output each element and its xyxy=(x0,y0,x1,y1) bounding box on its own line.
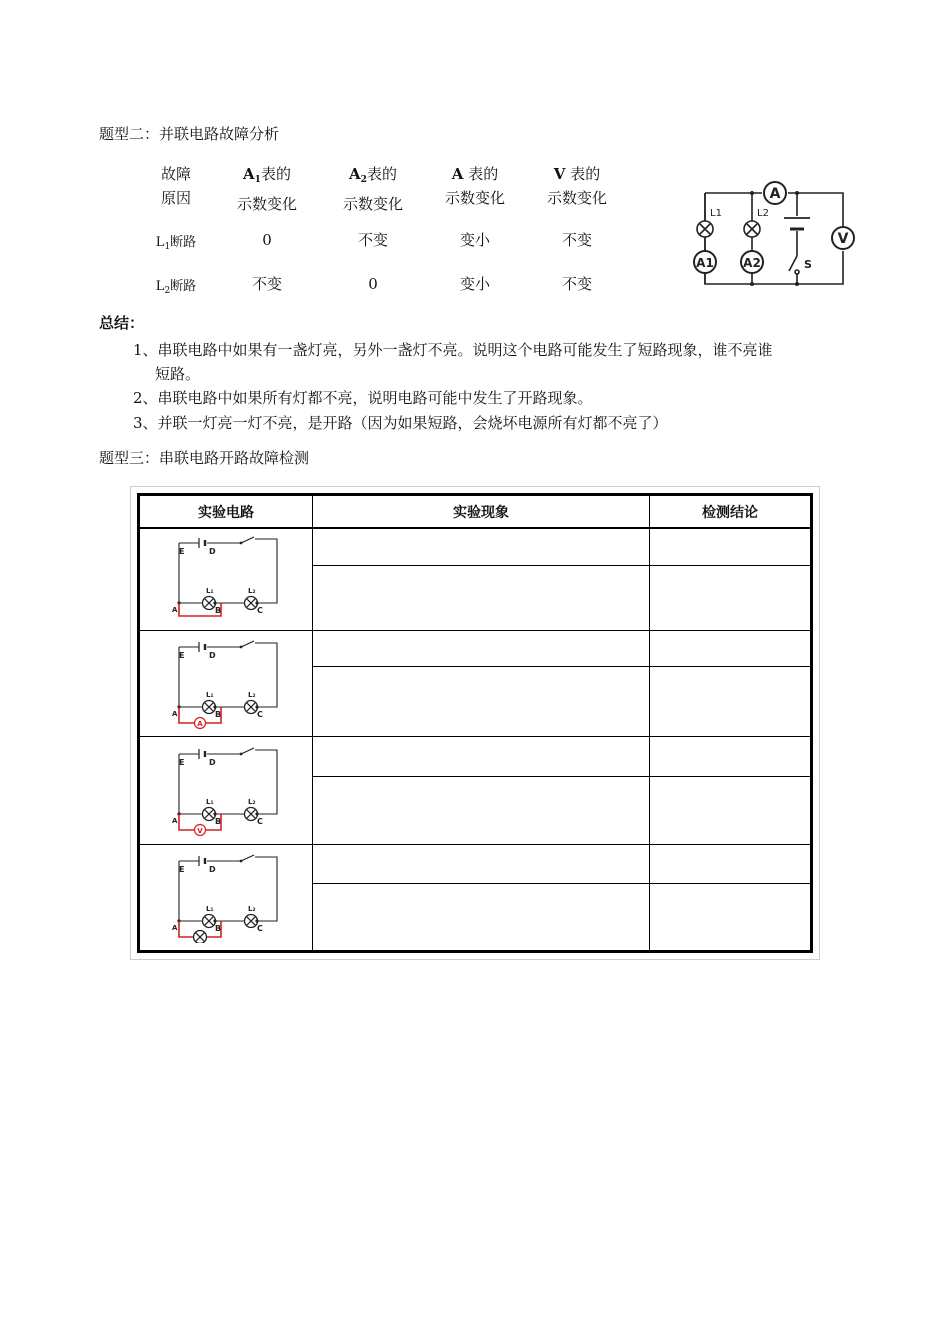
switch-blade xyxy=(241,641,254,647)
junction-dot xyxy=(255,812,258,815)
lamp-l2-label: L₂ xyxy=(248,691,256,699)
node-label-b: B xyxy=(215,924,222,933)
junction-dot xyxy=(255,705,258,708)
series-circuit-lamp xyxy=(165,851,287,943)
header-text: 示数变化 xyxy=(342,195,403,213)
junction-dot xyxy=(213,602,216,605)
col-header-conclusion: 检测结论 xyxy=(650,495,812,529)
lamp-l1-label: L1 xyxy=(710,208,722,219)
meter-a-label: A xyxy=(769,186,781,202)
col-header-phenomenon: 实验现象 xyxy=(313,495,650,529)
node-label-c: C xyxy=(257,606,263,616)
row-l2-a1-value: 不变 xyxy=(251,275,282,293)
header-text: 原因 xyxy=(160,189,191,207)
lamp-l2-label: L₂ xyxy=(248,587,256,596)
junction-dot xyxy=(255,919,258,922)
summary-item-2: 2、串联电路中如果所有灯都不亮，说明电路可能中发生了开路现象。 xyxy=(133,389,593,407)
circuit-wire xyxy=(179,539,277,603)
lamp-l1-label: L₁ xyxy=(206,691,214,699)
header-a xyxy=(430,162,520,210)
header-text: 表的 xyxy=(463,165,499,183)
header-text: 示数变化 xyxy=(444,189,505,207)
row-l2-open-label xyxy=(140,275,212,303)
circuit-cell-voltmeter xyxy=(139,736,313,844)
meter-subscript: 1 xyxy=(254,175,261,185)
switch-pivot xyxy=(240,646,243,649)
series-circuit-voltmeter xyxy=(165,744,287,836)
header-text: 表的 xyxy=(260,165,291,183)
switch-blade xyxy=(241,748,254,754)
meter-a2-label: A2 xyxy=(743,256,761,270)
conclusion-cell xyxy=(650,883,812,951)
meter-subscript: 2 xyxy=(360,175,367,185)
header-v xyxy=(532,162,622,210)
lamp-l2-label: L₂ xyxy=(248,905,256,913)
conclusion-cell xyxy=(650,844,812,883)
phenomenon-cell xyxy=(313,736,650,776)
circuit-cell-lamp xyxy=(139,844,313,951)
header-fault-cause xyxy=(140,162,212,210)
conclusion-cell xyxy=(650,565,812,630)
switch-pivot xyxy=(240,542,243,545)
switch-blade xyxy=(241,537,254,543)
summary-item-1: 1、串联电路中如果有一盏灯亮，另外一盏灯不亮。说明这个电路可能发生了短路现象，谁不亮谁 xyxy=(133,341,773,359)
voltmeter-label: V xyxy=(197,826,203,835)
meter-a1-label: A1 xyxy=(696,256,714,270)
lamp-symbol: L xyxy=(155,279,165,294)
header-text: 示数变化 xyxy=(236,195,297,213)
node-label-c: C xyxy=(257,817,263,826)
experiment-table xyxy=(137,493,813,953)
phenomenon-cell xyxy=(313,776,650,844)
header-a1 xyxy=(222,162,312,216)
phenomenon-cell xyxy=(313,565,650,630)
row-l1-v-value: 不变 xyxy=(561,231,592,249)
switch-pivot xyxy=(240,860,243,863)
node-label-a: A xyxy=(172,924,178,932)
node-label-d: D xyxy=(209,865,216,874)
col-header-circuit: 实验电路 xyxy=(139,495,313,529)
conclusion-cell xyxy=(650,666,812,736)
lamp-subscript: 1 xyxy=(164,242,171,252)
row-l1-a2-value: 不变 xyxy=(357,231,388,249)
lamp-l1-label: L₁ xyxy=(206,798,214,806)
conclusion-cell xyxy=(650,630,812,666)
conclusion-cell xyxy=(650,736,812,776)
lamp-symbol: L xyxy=(155,235,165,250)
node-label-e: E xyxy=(179,758,185,767)
series-circuit-ammeter xyxy=(165,637,287,729)
row-l2-a2-value: 0 xyxy=(368,275,378,293)
header-a2 xyxy=(328,162,418,216)
node-label-a: A xyxy=(172,606,178,615)
node-label-c: C xyxy=(257,710,263,719)
node-label-b: B xyxy=(215,710,222,719)
section3-title: 题型三：串联电路开路故障检测 xyxy=(99,449,310,467)
junction-dot xyxy=(213,705,216,708)
switch-pivot xyxy=(240,753,243,756)
row-l2-a-value: 变小 xyxy=(459,275,490,293)
node-label-b: B xyxy=(215,817,222,826)
lamp-l1-label: L₁ xyxy=(206,905,214,913)
header-text: 故障 xyxy=(160,165,191,183)
junction-dot xyxy=(255,602,258,605)
conclusion-cell xyxy=(650,528,812,565)
summary-title: 总结： xyxy=(99,314,145,332)
phenomenon-cell xyxy=(313,844,650,883)
meter-symbol: A xyxy=(349,165,361,183)
ammeter-label: A xyxy=(197,719,203,728)
node-label-e: E xyxy=(179,651,185,660)
circuit-cell-wire xyxy=(139,528,313,630)
summary-item-1-cont: 短路。 xyxy=(155,365,201,383)
node-label-a: A xyxy=(172,817,178,825)
summary-item-3: 3、并联一灯亮一灯不亮，是开路（因为如果短路，会烧坏电源所有灯都不亮了） xyxy=(133,414,668,432)
node-label-a: A xyxy=(172,710,178,718)
fault-text: 断路 xyxy=(170,235,197,250)
section2-title: 题型二：并联电路故障分析 xyxy=(99,125,280,143)
junction-dot xyxy=(213,812,216,815)
meter-symbol: V xyxy=(553,165,566,183)
node-label-d: D xyxy=(209,651,216,660)
meter-v-label: V xyxy=(837,231,849,247)
test-lamp-icon xyxy=(194,931,207,944)
row-l2-v-value: 不变 xyxy=(561,275,592,293)
header-text: 示数变化 xyxy=(546,189,607,207)
header-text: 表的 xyxy=(366,165,397,183)
circuit-wire xyxy=(179,750,277,814)
circuit-wire xyxy=(179,857,277,921)
lamp-subscript: 2 xyxy=(164,286,171,296)
node-label-b: B xyxy=(215,606,222,616)
phenomenon-cell xyxy=(313,630,650,666)
switch-label: S xyxy=(804,258,812,271)
junction-dot xyxy=(213,919,216,922)
row-l1-a1-value: 0 xyxy=(262,231,272,249)
phenomenon-cell xyxy=(313,883,650,951)
lamp-l2-label: L₂ xyxy=(248,798,256,806)
header-text: 表的 xyxy=(565,165,601,183)
row-l1-open-label xyxy=(140,231,212,259)
node-label-c: C xyxy=(257,924,263,933)
row-l1-a-value: 变小 xyxy=(459,231,490,249)
node-label-e: E xyxy=(179,865,185,874)
series-circuit-wire xyxy=(165,533,287,625)
lamp-l1-label: L₁ xyxy=(206,587,214,596)
switch-blade xyxy=(241,855,254,861)
lamp-l2-label: L2 xyxy=(757,208,769,219)
phenomenon-cell xyxy=(313,528,650,565)
circuit-wire xyxy=(179,643,277,707)
node-label-e: E xyxy=(179,547,185,557)
meter-symbol: A xyxy=(451,165,464,183)
fault-text: 断路 xyxy=(170,279,197,294)
parallel-circuit-diagram xyxy=(690,176,865,291)
node-label-d: D xyxy=(209,758,216,767)
phenomenon-cell xyxy=(313,666,650,736)
meter-symbol: A xyxy=(243,165,255,183)
node-label-d: D xyxy=(209,547,216,557)
conclusion-cell xyxy=(650,776,812,844)
circuit-cell-ammeter xyxy=(139,630,313,736)
